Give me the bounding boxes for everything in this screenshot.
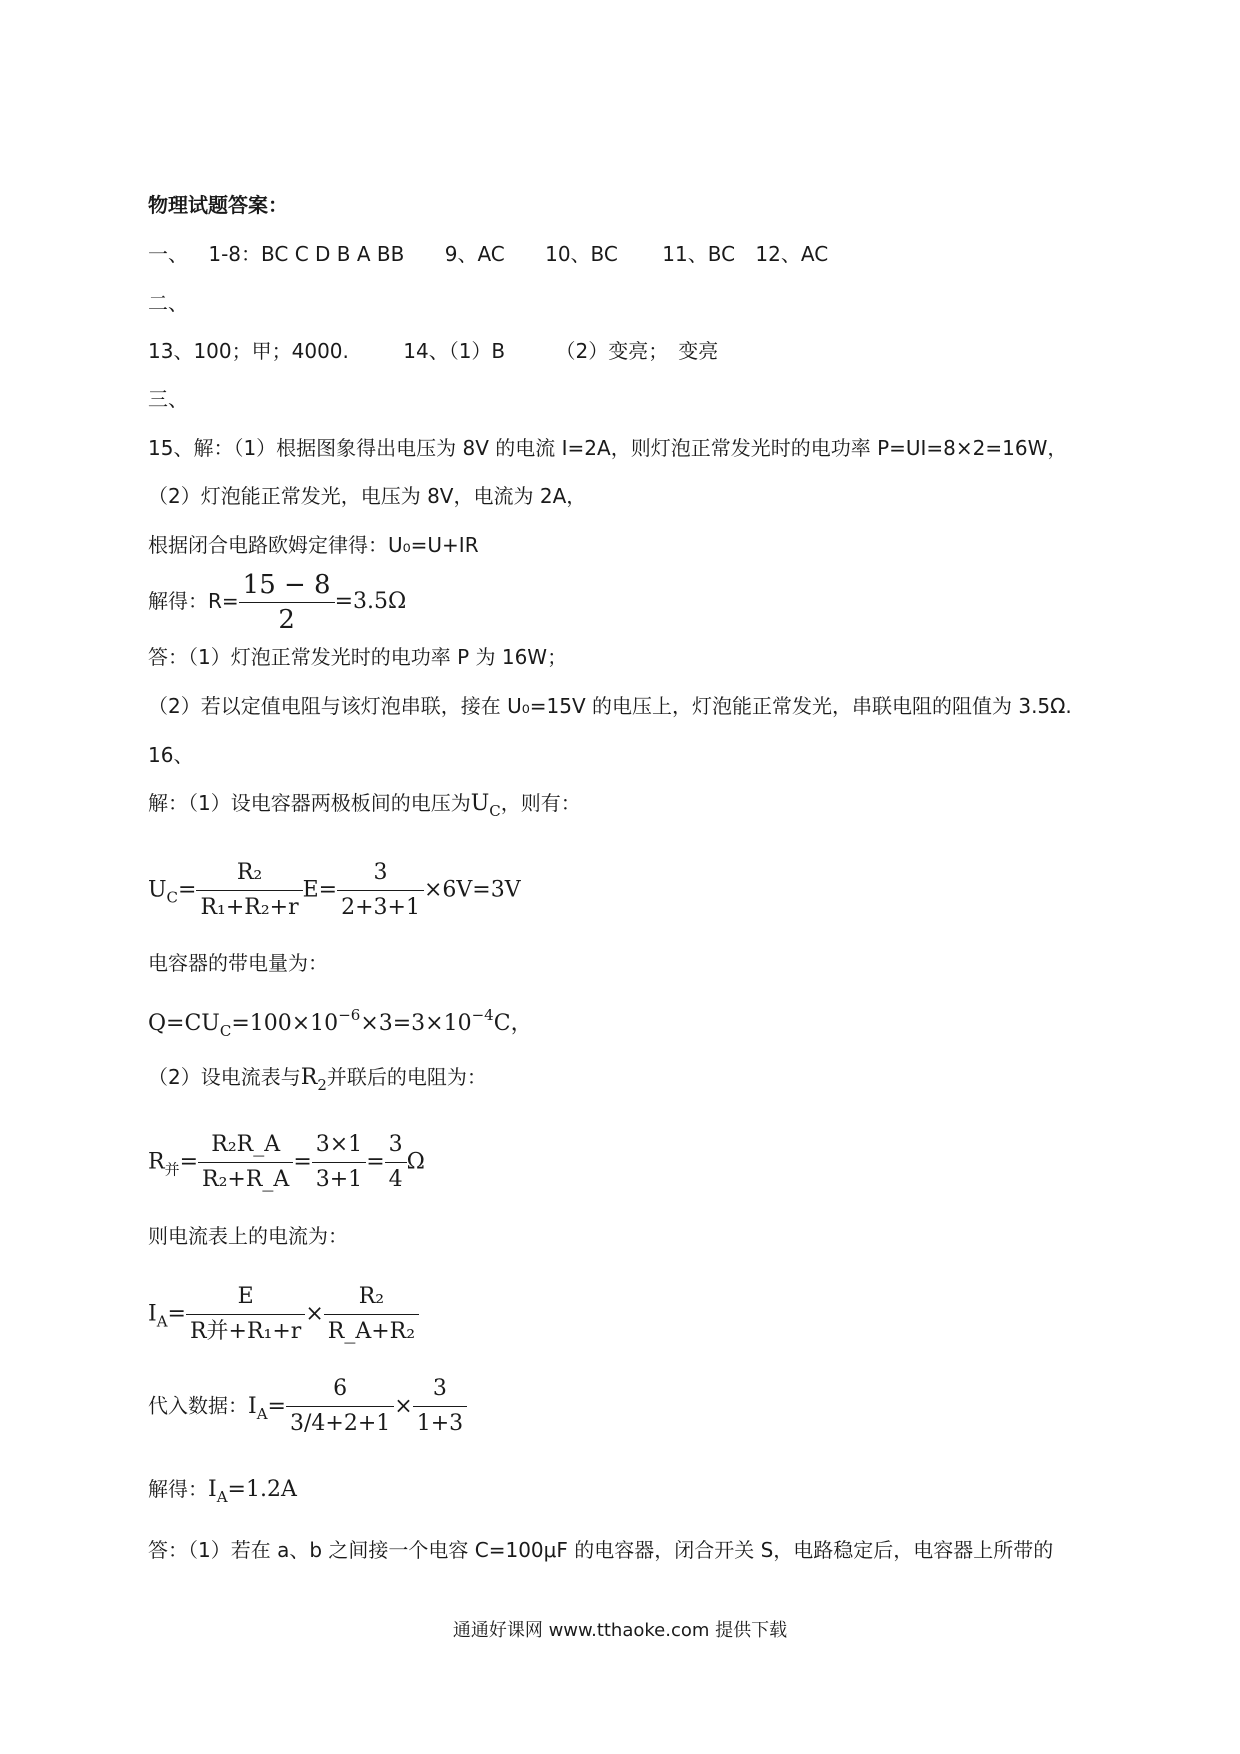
eq4-lhs-sub: A	[156, 1312, 168, 1331]
eq1-den-1: R₁+R₂+r	[200, 895, 299, 920]
eq3-lhs: R	[148, 1149, 165, 1175]
q15-answer-1: 答：（1）灯泡正常发光时的电功率 P 为 16W；	[148, 645, 568, 669]
eq4-num-2: R₂	[324, 1280, 419, 1315]
eq3-equals-2: =	[293, 1149, 312, 1175]
eq3-den-1: R₂+R_A	[202, 1167, 290, 1192]
answer-1-8: 1-8：BC C D B A BB	[208, 242, 405, 266]
q16-uc-letter: U	[470, 791, 490, 816]
eq1-equals: =	[178, 877, 197, 903]
eq3-frac-1	[198, 1128, 293, 1197]
eq1-mid: E=	[302, 877, 338, 903]
eq6-body	[208, 1477, 297, 1506]
eq2-mid: =100×10	[231, 1011, 339, 1036]
eq1-num-1: R₂	[196, 856, 302, 891]
q15-denominator: 2	[278, 605, 295, 635]
section-1-line	[148, 239, 828, 269]
q16-line-1	[148, 788, 581, 826]
q16-eq-5	[148, 1372, 467, 1441]
page-title: 物理试题答案：	[148, 193, 288, 217]
eq3-equals-3: =	[366, 1149, 385, 1175]
q16-line-5: 代入数据：	[148, 1393, 248, 1418]
eq5-times: ×	[394, 1393, 413, 1419]
eq2-lhs: Q=CU	[148, 1011, 220, 1036]
eq3-num-2: 3×1	[312, 1128, 366, 1163]
q16-line-6	[148, 1474, 297, 1512]
q16-uc-sub: C	[489, 802, 501, 820]
eq3-num-3: 3	[385, 1128, 407, 1163]
answer-14-1: 14、（1）B	[403, 339, 506, 363]
q15-numerator: 15 − 8	[239, 568, 335, 603]
eq2-exp-1: −6	[338, 1006, 361, 1024]
q16-line-6-text: 解得：	[148, 1477, 208, 1501]
q16-line-4: 则电流表上的电流为：	[148, 1224, 348, 1248]
q16-eq-1	[148, 856, 521, 925]
eq5-den-1: 3/4+2+1	[289, 1411, 391, 1436]
eq2-exp-2: −4	[471, 1006, 494, 1024]
eq6-sub: A	[216, 1488, 228, 1506]
q16-r2-letter: R	[300, 1065, 318, 1090]
answer-13: 13、100；甲；4000.	[148, 339, 349, 363]
eq4-den-1: R并+R₁+r	[189, 1319, 302, 1344]
q15-fraction	[239, 568, 335, 637]
eq2-tail: C，	[493, 1011, 533, 1036]
q15-answer-2: （2）若以定值电阻与该灯泡串联，接在 U₀=15V 的电压上，灯泡能正常发光，串联电阻的阻值为 3.5Ω.	[148, 694, 1072, 718]
q15-line-1: 15、解：（1）根据图象得出电压为 8V 的电流 I=2A，则灯泡正常发光时的电功率 P=UI=8×2=16W，	[148, 436, 1068, 460]
q15-solution-prefix: 解得：R=	[148, 589, 239, 613]
q15-solution	[148, 568, 406, 637]
eq4-frac-1	[186, 1280, 305, 1349]
answer-10: 10、BC	[545, 242, 618, 266]
q16-r2-var	[300, 1065, 327, 1094]
eq3-frac-3	[385, 1128, 407, 1197]
q15-line-2: （2）灯泡能正常发光，电压为 8V，电流为 2A，	[148, 484, 587, 508]
q15-result: =3.5Ω	[334, 589, 407, 614]
eq1-lhs-sub: C	[166, 888, 179, 907]
eq5-lhs: I	[248, 1393, 257, 1419]
eq3-num-1: R₂R_A	[198, 1128, 293, 1163]
eq5-body	[248, 1376, 467, 1436]
eq5-lhs-sub: A	[256, 1404, 268, 1423]
q16-line-3-text: （2）设电流表与	[148, 1065, 301, 1089]
answer-12: 12、AC	[755, 242, 829, 266]
q16-answer-1: 答：（1）若在 a、b 之间接一个电容 C=100μF 的电容器，闭合开关 S，电路稳定后，电容器上所带的	[148, 1538, 1054, 1562]
section-2-label: 二、	[148, 291, 188, 315]
q15-line-3: 根据闭合电路欧姆定律得：U₀=U+IR	[148, 533, 479, 557]
eq4-lhs: I	[148, 1301, 157, 1327]
q16-line-3-tail: 并联后的电阻为：	[326, 1065, 487, 1089]
eq4-num-1: E	[186, 1280, 305, 1315]
q16-eq-3	[148, 1128, 425, 1197]
eq3-tail: Ω	[406, 1149, 425, 1175]
section-2-answers	[148, 336, 718, 366]
eq4-frac-2	[324, 1280, 419, 1349]
eq5-frac-2	[413, 1372, 467, 1441]
answer-11: 11、BC	[662, 242, 736, 266]
q16-line-3	[148, 1062, 487, 1100]
eq1-tail: ×6V=3V	[423, 877, 521, 903]
eq1-frac-1	[196, 856, 302, 925]
eq3-den-3: 4	[388, 1167, 403, 1192]
eq5-num-1: 6	[286, 1372, 394, 1407]
q16-line-1-tail: ，则有：	[500, 791, 581, 815]
eq5-den-2: 1+3	[416, 1411, 464, 1436]
eq3-lhs-sub: 并	[164, 1160, 180, 1179]
answer-9: 9、AC	[444, 242, 505, 266]
eq1-num-2: 3	[337, 856, 424, 891]
section-3-label: 三、	[148, 387, 188, 411]
eq4-times: ×	[305, 1301, 324, 1327]
q16-eq-4	[148, 1280, 419, 1349]
eq5-num-2: 3	[413, 1372, 467, 1407]
eq2-mid-2: ×3=3×10	[360, 1011, 472, 1036]
eq5-equals: =	[267, 1393, 286, 1419]
eq2-sub: C	[219, 1022, 232, 1040]
q16-line-1-text: 解：（1）设电容器两极板间的电压为	[148, 791, 471, 815]
q16-r2-sub: 2	[317, 1076, 327, 1094]
eq1-lhs: U	[148, 877, 167, 903]
q16-label: 16、	[148, 743, 194, 767]
eq3-equals: =	[179, 1149, 199, 1175]
eq1-den-2: 2+3+1	[341, 895, 420, 920]
page-footer: 通通好课网 www.tthaoke.com 提供下载	[452, 1620, 788, 1641]
answer-14-2: （2）变亮； 变亮	[555, 339, 719, 363]
eq1-frac-2	[337, 856, 424, 925]
eq4-den-2: R_A+R₂	[327, 1319, 416, 1344]
q16-eq-2	[148, 1000, 533, 1046]
eq3-den-2: 3+1	[315, 1167, 363, 1192]
section-1-label: 一、	[148, 242, 188, 266]
eq3-frac-2	[312, 1128, 366, 1197]
eq6-tail: =1.2A	[227, 1477, 297, 1502]
q16-line-2: 电容器的带电量为：	[148, 951, 328, 975]
eq4-equals: =	[167, 1301, 186, 1327]
eq6-lhs: I	[208, 1477, 217, 1502]
eq5-frac-1	[286, 1372, 394, 1441]
q16-uc-var	[470, 791, 501, 820]
